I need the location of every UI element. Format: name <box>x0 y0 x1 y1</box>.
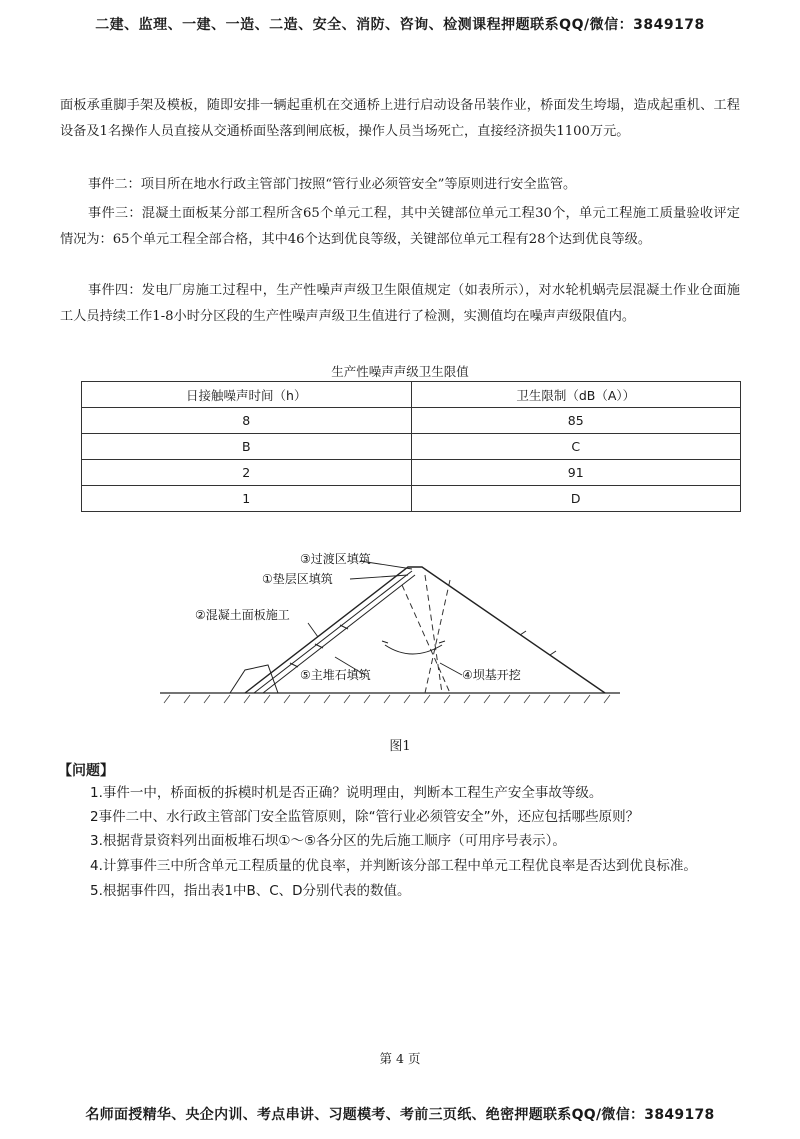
table-cell: D <box>411 486 741 512</box>
table-cell: 2 <box>82 460 412 486</box>
header-ad-text: 二建、监理、一建、一造、二造、安全、消防、咨询、检测课程押题联系QQ/微信：3849178 <box>95 17 705 33</box>
label-cushion-zone: ①垫层区填筑 <box>262 572 333 586</box>
label-main-rockfill: ⑤主堆石填筑 <box>300 668 371 682</box>
table-caption: 生产性噪声声级卫生限值 <box>331 364 469 379</box>
table-row <box>82 434 741 460</box>
table-cell: B <box>82 434 412 460</box>
ground-hatching <box>164 695 610 703</box>
paragraph-event-two: 事件二：项目所在地水行政主管部门按照“管行业必须管安全”等原则进行安全监管。 <box>88 177 577 192</box>
question-item: 1.事件一中，桥面板的拆模时机是否正确？说明理由，判断本工程生产安全事故等级。 <box>90 785 603 801</box>
table-cell: 91 <box>411 460 741 486</box>
noise-limit-table <box>81 381 741 512</box>
label-foundation-excavation: ④坝基开挖 <box>462 668 521 682</box>
arc-arrowheads <box>382 641 445 643</box>
footer-ad-text: 名师面授精华、央企内训、考点串讲、习题模考、考前三页纸、绝密押题联系QQ/微信：3849178 <box>85 1107 715 1123</box>
dam-cross-section-figure <box>150 545 630 720</box>
table-row <box>82 486 741 512</box>
table-header-duration: 日接触噪声时间（h） <box>82 382 412 408</box>
question-item: 3.根据背景资料列出面板堆石坝①～⑤各分区的先后施工顺序（可用序号表示）。 <box>90 833 566 849</box>
table-row <box>82 408 741 434</box>
table-cell: C <box>411 434 741 460</box>
questions-heading: 【问题】 <box>58 763 114 779</box>
label-face-slab: ②混凝土面板施工 <box>195 608 290 622</box>
rockfill-boundary-right <box>425 580 450 693</box>
paragraph-event-one-continued: 面板承重脚手架及模板，随即安排一辆起重机在交通桥上进行启动设备吊装作业，桥面发生垮塌，造成起重机、工程设备及1名操作人员直接从交通桥面坠落到闸底板，操作人员当场死亡，直接经济损失1100万元。 <box>60 98 740 139</box>
table-cell: 85 <box>411 408 741 434</box>
table-header-limit: 卫生限制（dB（A）） <box>411 382 741 408</box>
table-cell: 8 <box>82 408 412 434</box>
question-item: 2事件二中、水行政主管部门安全监管原则，除“管行业必须管安全”外，还应包括哪些原则？ <box>90 809 640 825</box>
paragraph-event-four: 事件四：发电厂房施工过程中，生产性噪声声级卫生限值规定（如表所示），对水轮机蜗壳层混凝土作业仓面施工人员持续工作1-8小时分区段的生产性噪声声级卫生值进行了检测，实测值均在噪声声级限值内。 <box>60 283 740 324</box>
question-item: 4.计算事件三中所含单元工程质量的优良率，并判断该分部工程中单元工程优良率是否达到优良标准。 <box>90 858 697 874</box>
upstream-toe-block <box>230 665 278 693</box>
label-transition-zone: ③过渡区填筑 <box>300 552 371 566</box>
table-cell: 1 <box>82 486 412 512</box>
table-header-row <box>82 382 741 408</box>
paragraph-event-three: 事件三：混凝土面板某分部工程所含65个单元工程，其中关键部位单元工程30个，单元工程施工质量验收评定情况为：65个单元工程全部合格，其中46个达到优良等级，关键部位单元工程有28个达到优良等级。 <box>60 206 740 247</box>
rockfill-boundary-left <box>402 585 450 693</box>
rockfill-boundary-mid <box>425 575 442 693</box>
question-item: 5.根据事件四，指出表1中B、C、D分别代表的数值。 <box>90 883 411 899</box>
figure-caption: 图1 <box>389 739 411 754</box>
page-number: 第 4 页 <box>379 1051 421 1066</box>
table-row <box>82 460 741 486</box>
